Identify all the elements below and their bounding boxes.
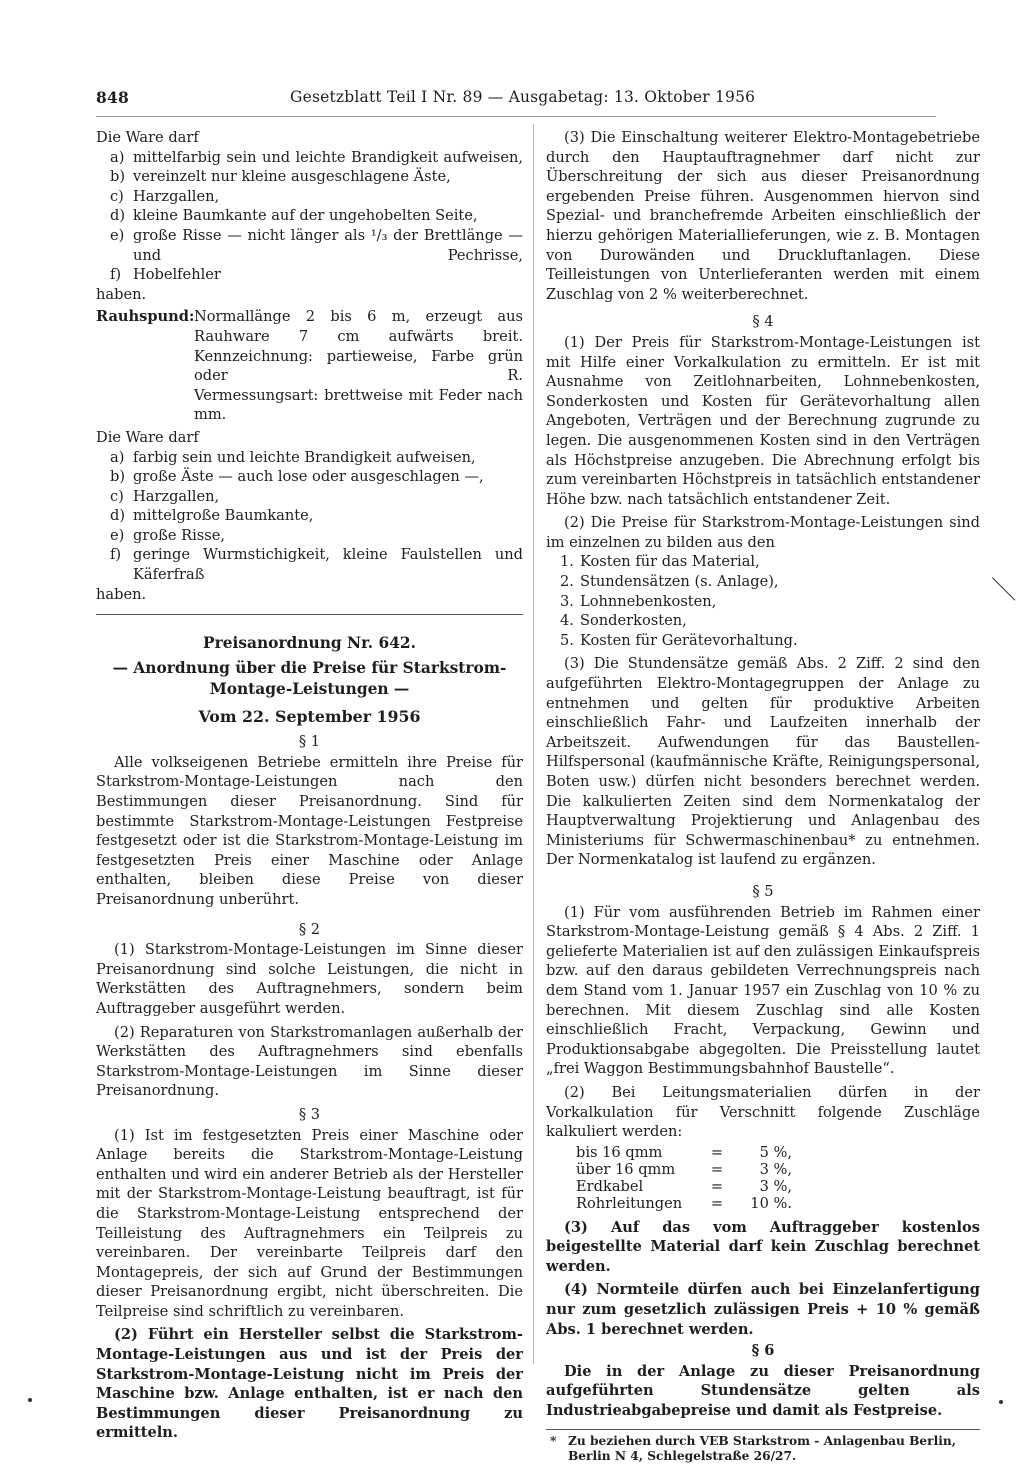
list-item: [110, 506, 523, 526]
footnote-text: Zu beziehen durch VEB Starkstrom - Anlagenbau Berlin, Berlin N 4, Schlegelstraße 26/27.: [568, 1433, 956, 1463]
margin-stroke: [992, 577, 1015, 600]
order-subtitle-line-2: Montage-Leistungen —: [209, 680, 410, 699]
table-row: [576, 1195, 792, 1212]
ware2-intro: Die Ware darf: [96, 428, 199, 446]
footnote-marker: *: [550, 1433, 557, 1448]
list-text: große Risse — nicht länger als ¹/₃ der Brettlänge — und Pechrisse,: [133, 226, 523, 264]
rate-value: 5 %,: [759, 1143, 792, 1161]
paragraph: (4) Normteile dürfen auch bei Einzelanfertigung nur zum gesetzlich zulässigen Preis + 10 % gemäß Abs. 1 berechnet werden.: [546, 1281, 980, 1338]
list-marker: 2.: [560, 573, 574, 591]
paragraph: (1) Starkstrom-Montage-Leistungen im Sinne dieser Preisanordnung sind solche Leistungen, die nicht in Werkstätten des Auftragnehmers, sondern beim Auftraggeber ausgeführt werden.: [96, 941, 523, 1017]
paragraph: (2) Bei Leitungsmaterialien dürfen in der Vorkalkulation für Verschnitt folgende Zuschläge kalkuliert werden:: [546, 1083, 980, 1141]
list-item: [110, 448, 523, 468]
table-row: [576, 1161, 792, 1178]
list-marker: e): [110, 226, 125, 244]
list-marker: d): [110, 207, 126, 225]
list-text: Harzgallen,: [133, 487, 220, 505]
footnote: [546, 1429, 980, 1464]
list-marker: 3.: [560, 592, 574, 610]
rate-equals: =: [710, 1194, 724, 1212]
rauhspund-line: Vermessungsart: brettweise mit Feder nach mm.: [194, 386, 523, 424]
list-text: Harzgallen,: [133, 187, 220, 205]
rauhspund-line: Kennzeichnung: partieweise, Farbe grün oder R.: [194, 347, 523, 385]
ware1-outro: haben.: [96, 285, 147, 303]
page-number: 848: [96, 88, 129, 107]
list-text: Sonderkosten,: [580, 612, 687, 630]
list-marker: f): [110, 266, 122, 284]
page-header: [96, 88, 926, 112]
list-text: Kosten für Gerätevorhaltung.: [580, 631, 798, 649]
list-item: [110, 265, 523, 285]
list-marker: c): [110, 187, 124, 205]
list-item: [110, 206, 523, 226]
list-marker: a): [110, 148, 125, 166]
paragraph: (3) Die Einschaltung weiterer Elektro-Montagebetriebe durch den Hauptauftragnehmer darf nicht zur Überschreitung der sich aus dieser Preisanordnung ergebenden Preise führen. Ausgenommen hiervon sind Spezial- und branchefremde Arbeiten einschließlich der hierzu gehörigen Materiallieferungen, wie z. B. Montagen von Durowänden und Druckluftanlagen. Diese Teilleistungen von Unterlieferanten werden mit einem Zuschlag von 2 % weiterberechnet.: [546, 129, 980, 303]
ware2-outro: haben.: [96, 585, 147, 603]
header-rule: [96, 116, 936, 117]
paragraph: Die in der Anlage zu dieser Preisanordnung aufgeführten Stundensätze gelten als Industrieabgabepreise und damit als Festpreise.: [546, 1362, 980, 1420]
rauhspund-block: [96, 307, 523, 425]
section-rule: [96, 614, 523, 615]
right-column: [546, 128, 980, 1464]
rate-value: 3 %,: [759, 1177, 792, 1195]
list-text: mittelgroße Baumkante,: [133, 507, 314, 525]
list-item: [110, 487, 523, 507]
list-marker: 4.: [560, 612, 574, 630]
order-date: Vom 22. September 1956: [198, 707, 421, 727]
paragraph: (2) Reparaturen von Starkstromanlagen außerhalb der Werkstätten des Auftragnehmers sind ebenfalls Starkstrom-Montage-Leistungen im Sinne dieser Preisanordnung.: [96, 1023, 523, 1100]
rate-name: über 16 qmm: [576, 1160, 676, 1178]
ware1-list: [96, 148, 523, 285]
rate-name: Rohrleitungen: [576, 1194, 683, 1212]
list-marker: e): [110, 526, 125, 544]
table-row: [576, 1144, 792, 1161]
list-text: farbig sein und leichte Brandigkeit aufweisen,: [133, 448, 476, 466]
list-marker: d): [110, 507, 126, 525]
paragraph: (1) Ist im festgesetzten Preis einer Maschine oder Anlage bereits die Starkstrom-Montage-Leistung enthalten und wird ein anderer Betrieb als der Hersteller mit der Starkstrom-Montage-Leistung beauftragt, ist für die Starkstrom-Montage-Leistung entsprechend der Teilleistung des Auftragnehmers ein Teilpreis zu vereinbaren. Der vereinbarte Teilpreis darf den Montagepreis, der sich auf Grund der Bestimmungen dieser Preisanordnung ergibt, nicht überschreiten. Die Teilpreise sind schriftlich zu vereinbaren.: [96, 1126, 523, 1320]
rate-equals: =: [710, 1177, 724, 1195]
list-item: [560, 552, 980, 572]
ware1-intro: Die Ware darf: [96, 129, 199, 146]
scan-dot: [999, 1400, 1003, 1404]
list-marker: f): [110, 546, 122, 564]
rauhspund-label: Rauhspund:: [96, 308, 195, 326]
cost-list: [546, 552, 980, 650]
rate-equals: =: [710, 1160, 724, 1178]
rate-equals: =: [710, 1143, 724, 1161]
rate-value: 3 %,: [759, 1160, 792, 1178]
paragraph: (3) Auf das vom Auftraggeber kostenlos beigestellte Material darf kein Zuschlag berechnet werden.: [546, 1218, 980, 1275]
paragraph: (1) Für vom ausführenden Betrieb im Rahmen einer Starkstrom-Montage-Leistung gemäß § 4 Abs. 2 Ziff. 1 gelieferte Materialien ist auf den zulässigen Einkaufspreis bzw. auf den daraus gebildeten Verrechnungspreis nach dem Stand vom 1. Januar 1957 ein Zuschlag von 10 % zu berechnen. Mit diesem Zuschlag sind alle Kosten einschließlich Fracht, Verpackung, Gewinn und Produktionsabgabe abgegolten. Die Preisstellung lautet „frei Waggon Bestimmungsbahnhof Baustelle“.: [546, 903, 980, 1078]
rate-name: Erdkabel: [576, 1177, 644, 1195]
list-text: große Äste — auch lose oder ausgeschlagen —,: [133, 468, 484, 486]
list-text: Lohnnebenkosten,: [580, 592, 717, 610]
list-text: Hobelfehler: [133, 266, 221, 284]
surcharge-table: [576, 1144, 792, 1212]
running-title: Gesetzblatt Teil I Nr. 89 — Ausgabetag: 13. Oktober 1956: [290, 88, 756, 106]
section-sign: § 6: [751, 1342, 775, 1360]
list-item: [110, 467, 523, 487]
list-text: Kosten für das Material,: [580, 553, 760, 571]
list-text: mittelfarbig sein und leichte Brandigkeit aufweisen,: [133, 148, 523, 166]
table-row: [576, 1178, 792, 1195]
list-text: Stundensätzen (s. Anlage),: [580, 573, 779, 591]
paragraph: Alle volkseigenen Betriebe ermitteln ihre Preise für Starkstrom-Montage-Leistungen nach den Bestimmungen dieser Preisanordnung. Sind für bestimmte Starkstrom-Montage-Leistungen Festpreise festgesetzt oder ist die Starkstrom-Montage-Leistung im festgesetzten Preis einer Maschine oder Anlage enthalten, bleiben diese Preise von dieser Preisanordnung unberührt.: [96, 753, 523, 908]
rauhspund-line: Normallänge 2 bis 6 m, erzeugt aus Rauhware 7 cm aufwärts breit.: [194, 308, 523, 345]
list-marker: b): [110, 168, 126, 186]
list-marker: a): [110, 448, 125, 466]
list-text: kleine Baumkante auf der ungehobelten Seite,: [133, 207, 478, 225]
list-item: [110, 545, 523, 584]
list-item: [110, 148, 523, 168]
list-item: [560, 572, 980, 592]
rate-name: bis 16 qmm: [576, 1143, 663, 1161]
list-item: [110, 167, 523, 187]
column-divider: [533, 124, 534, 1364]
list-marker: 5.: [560, 631, 574, 649]
order-title: Preisanordnung Nr. 642.: [203, 634, 416, 653]
list-item: [110, 526, 523, 546]
list-item: [560, 631, 980, 651]
section-sign: § 5: [752, 882, 774, 900]
paragraph: (1) Der Preis für Starkstrom-Montage-Leistungen ist mit Hilfe einer Vorkalkulation zu ermitteln. Er ist mit Ausnahme von Zeitlohnarbeiten, Lohnnebenkosten, Sonderkosten und Kosten für Gerätevorhaltung allen Angeboten, Verträgen und der Berechnung zugrunde zu legen. Die ausgenommenen Kosten sind in den Verträgen als Höchstpreise anzugeben. Die Abrechnung erfolgt bis zum vereinbarten Höchstpreis in tatsächlich entstandener Höhe bzw. nach tatsächlich entstandener Zeit.: [546, 333, 980, 508]
list-marker: c): [110, 487, 124, 505]
section-sign: § 2: [298, 920, 321, 938]
rate-value: 10 %.: [750, 1194, 792, 1212]
list-item: [110, 226, 523, 265]
order-subtitle-line-1: — Anordnung über die Preise für Starkstrom-: [112, 659, 507, 678]
list-marker: b): [110, 468, 126, 486]
left-column: [96, 128, 523, 1443]
paragraph: (2) Führt ein Hersteller selbst die Starkstrom-Montage-Leistungen aus und ist der Preis der Starkstrom-Montage-Leistung nicht im Preis der Maschine bzw. Anlage enthalten, ist er nach den Bestimmungen dieser Preisanordnung zu ermitteln.: [96, 1326, 523, 1442]
list-text: geringe Wurmstichigkeit, kleine Faulstellen und Käferfraß: [133, 546, 523, 584]
list-text: vereinzelt nur kleine ausgeschlagene Äste,: [133, 168, 451, 186]
section-sign: § 1: [298, 733, 321, 751]
list-text: große Risse,: [133, 526, 226, 544]
section-sign: § 3: [298, 1105, 321, 1123]
scan-dot: [28, 1398, 32, 1402]
section-sign: § 4: [752, 313, 774, 331]
list-item: [560, 592, 980, 612]
list-item: [560, 611, 980, 631]
list-item: [110, 187, 523, 207]
paragraph: (2) Die Preise für Starkstrom-Montage-Leistungen sind im einzelnen zu bilden aus den: [546, 514, 980, 551]
paragraph: (3) Die Stundensätze gemäß Abs. 2 Ziff. 2 sind den aufgeführten Elektro-Montagegruppen der Anlage zu entnehmen und gelten für produktive Arbeiten einschließlich Fahr- und Laufzeiten innerhalb der Arbeitszeit. Aufwendungen für das Baustellen-Hilfspersonal (kaufmännische Kräfte, Reinigungspersonal, Boten usw.) dürfen nicht besonders berechnet werden. Die kalkulierten Zeiten sind dem Normenkatalog der Hauptverwaltung Projektierung und Anlagenbau des Ministeriums für Schwermaschinenbau* zu entnehmen. Der Normenkatalog ist laufend zu ergänzen.: [546, 655, 980, 869]
list-marker: 1.: [560, 553, 574, 571]
ware2-list: [96, 448, 523, 585]
